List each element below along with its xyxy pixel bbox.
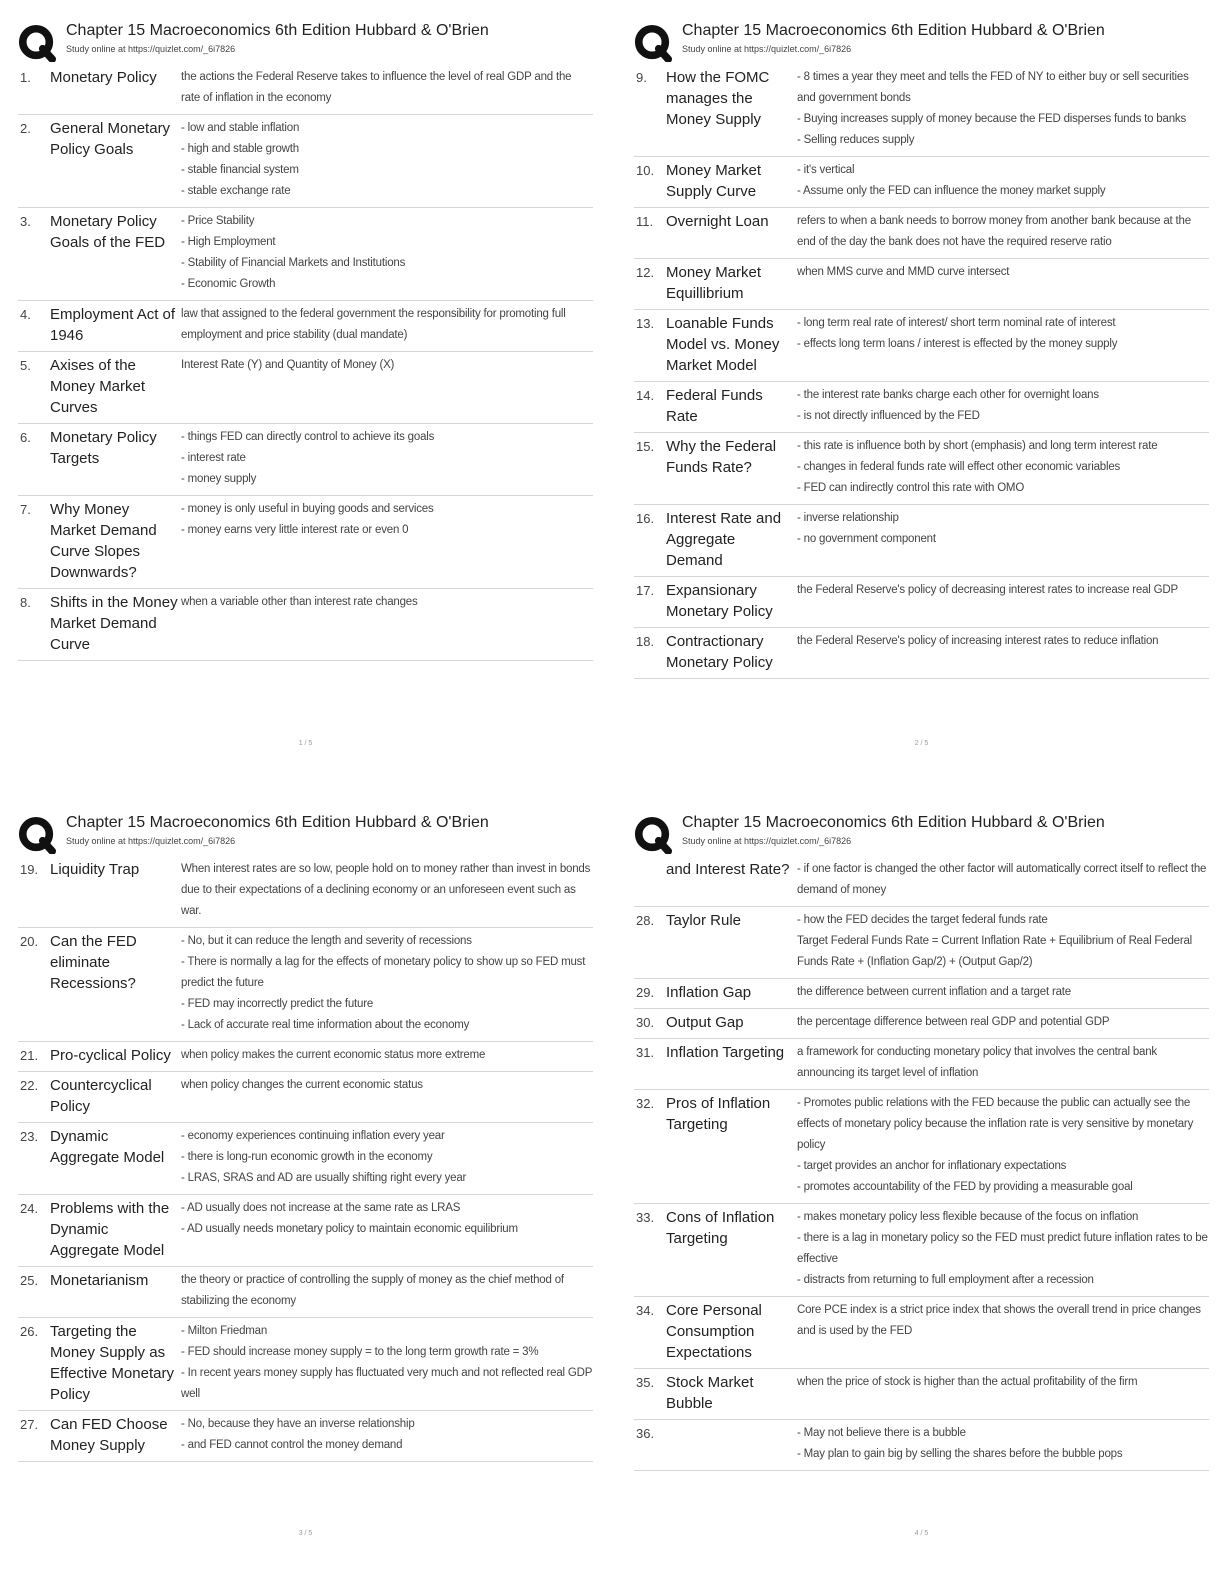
card-term: Employment Act of 1946 [50,306,176,344]
card-number: 18. [636,634,655,649]
page-3 [18,810,593,1570]
document-title: Chapter 15 Macroeconomics 6th Edition Hubbard & O'Brien [66,814,489,831]
card-term: Contractionary Monetary Policy [666,633,773,671]
flashcard-row [18,1411,593,1462]
card-number [634,859,666,901]
card-number: 32. [636,1096,655,1111]
card-definition: - Milton Friedman - FED should increase money supply = to the long term growth rate = 3% - In recent years money supply has fluctuated very much and not reflected real GDP well [181,1325,593,1400]
card-definition: when a variable other than interest rate changes [181,596,418,608]
flashcard-row [18,115,593,208]
flashcard-row [634,382,1209,433]
card-definition: - AD usually does not increase at the same rate as LRAS - AD usually needs monetary policy to maintain economic equilibrium [181,1202,518,1235]
card-term: How the FOMC manages the Money Supply [666,69,770,128]
card-term: Axises of the Money Market Curves [50,357,146,416]
card-number: 8. [20,595,31,610]
card-number: 26. [20,1324,39,1339]
card-number: 9. [636,70,647,85]
card-term: Liquidity Trap [50,861,140,878]
card-term: Monetary Policy [50,69,157,86]
card-term: Core Personal Consumption Expectations [666,1302,762,1361]
study-link[interactable]: Study online at https://quizlet.com/_6i7826 [682,836,852,846]
card-number: 6. [20,430,31,445]
flashcard-row [18,589,593,661]
card-definition: the percentage difference between real GDP and potential GDP [797,1016,1110,1028]
card-term: Expansionary Monetary Policy [666,582,773,620]
card-term: Can FED Choose Money Supply [50,1416,168,1454]
card-term: Stock Market Bubble [666,1374,754,1412]
card-definition: - if one factor is changed the other factor will automatically correct itself to reflect the demand of money [797,863,1207,896]
card-term: General Monetary Policy Goals [50,120,171,158]
flashcard-row [634,856,1209,907]
card-term: Overnight Loan [666,213,769,230]
card-number: 28. [636,913,655,928]
card-definition: - money is only useful in buying goods and services - money earns very little interest rate or even 0 [181,503,434,536]
card-number: 15. [636,439,655,454]
card-term [666,1423,797,1465]
flashcard-row [18,1042,593,1072]
card-term: Money Market Supply Curve [666,162,762,200]
flashcard-row [18,424,593,496]
flashcard-row [634,1039,1209,1090]
card-number: 16. [636,511,655,526]
flashcard-row [634,1009,1209,1039]
flashcard-row [18,1072,593,1123]
page-2 [634,18,1209,778]
page-number: 4 / 5 [914,1530,929,1537]
card-number: 12. [636,265,655,280]
card-term: Why the Federal Funds Rate? [666,438,777,476]
card-number: 11. [636,214,654,229]
card-definition: - this rate is influence both by short (emphasis) and long term interest rate - changes in federal funds rate will effect other economic variables - FED can indirectly control this rate with OMO [797,440,1158,494]
card-definition: - how the FED decides the target federal funds rate Target Federal Funds Rate = Current Inflation Rate + Equilibrium of Real Federal Funds Rate + (Inflation Gap/2) + (Output Gap/2) [797,914,1193,968]
card-number: 17. [636,583,655,598]
card-definition: when the price of stock is higher than the actual profitability of the firm [797,1376,1138,1388]
card-number: 22. [20,1078,39,1093]
card-number: 7. [20,502,31,517]
card-definition: - low and stable inflation - high and stable growth - stable financial system - stable exchange rate [181,122,300,197]
page-header [18,18,593,64]
card-definition: when policy makes the current economic status more extreme [181,1049,486,1061]
card-definition: refers to when a bank needs to borrow money from another bank because at the end of the day the bank does not have the required reserve ratio [797,215,1191,248]
card-definition: a framework for conducting monetary policy that involves the central bank announcing its target level of inflation [797,1046,1157,1079]
flashcard-row [634,1297,1209,1369]
card-number: 10. [636,163,655,178]
card-term: Output Gap [666,1014,744,1031]
page-header [18,810,593,856]
card-definition: - inverse relationship - no government component [797,512,936,545]
card-number: 36. [636,1426,655,1441]
card-term: Monetarianism [50,1272,149,1289]
card-definition: When interest rates are so low, people hold on to money rather than invest in bonds due to their expectations of a declining economy or an unforeseen event such as war. [181,863,591,917]
flashcard-row [18,856,593,928]
page-number: 1 / 5 [298,740,313,747]
card-number: 21. [20,1048,39,1063]
card-definition: - No, but it can reduce the length and severity of recessions - There is normally a lag for the effects of monetary policy to show up so FED must predict the future - FED may incorrectly predict the future - Lack of accurate real time information about the economy [181,935,586,1031]
flashcard-row [634,433,1209,505]
flashcard-row [634,1204,1209,1297]
card-term: Why Money Market Demand Curve Slopes Downwards? [50,501,157,581]
document-title: Chapter 15 Macroeconomics 6th Edition Hubbard & O'Brien [682,22,1105,39]
card-definition: Interest Rate (Y) and Quantity of Money (X) [181,359,395,371]
flashcard-row [634,577,1209,628]
study-link[interactable]: Study online at https://quizlet.com/_6i7826 [682,44,852,54]
flashcard-list [18,64,593,661]
page-4 [634,810,1209,1570]
flashcard-row [634,310,1209,382]
card-term: Problems with the Dynamic Aggregate Model [50,1200,170,1259]
quizlet-logo-icon [18,24,56,62]
card-definition: when MMS curve and MMD curve intersect [797,266,1010,278]
flashcard-row [634,259,1209,310]
card-number: 3. [20,214,31,229]
card-term: and Interest Rate? [666,861,790,878]
card-definition: the difference between current inflation and a target rate [797,986,1071,998]
card-definition: - 8 times a year they meet and tells the FED of NY to either buy or sell securities and government bonds - Buying increases supply of money because the FED disperses funds to banks - Selling reduces supply [797,71,1189,146]
flashcard-row [634,64,1209,157]
flashcard-row [634,1420,1209,1471]
flashcard-list [634,856,1209,1471]
card-number: 34. [636,1303,655,1318]
card-number: 30. [636,1015,655,1030]
card-term: Taylor Rule [666,912,742,929]
card-term: Pros of Inflation Targeting [666,1095,771,1133]
card-definition: the Federal Reserve's policy of decreasing interest rates to increase real GDP [797,584,1178,596]
quizlet-logo-icon [634,24,672,62]
card-definition: the actions the Federal Reserve takes to influence the level of real GDP and the rate of inflation in the economy [181,71,572,104]
card-number: 4. [20,307,31,322]
flashcard-row [634,907,1209,979]
flashcard-row [634,628,1209,679]
card-term: Inflation Gap [666,984,752,1001]
flashcard-row [634,157,1209,208]
card-number: 24. [20,1201,39,1216]
card-term: Inflation Targeting [666,1044,785,1061]
card-definition: when policy changes the current economic status [181,1079,423,1091]
card-definition: - Price Stability - High Employment - Stability of Financial Markets and Institutions - Economic Growth [181,215,406,290]
flashcard-row [634,1369,1209,1420]
card-number: 13. [636,316,655,331]
flashcard-row [634,505,1209,577]
study-link[interactable]: Study online at https://quizlet.com/_6i7826 [66,836,236,846]
flashcard-row [634,208,1209,259]
card-definition: law that assigned to the federal government the responsibility for promoting full employment and price stability (dual mandate) [181,308,566,341]
page-header [634,18,1209,64]
flashcard-row [18,1123,593,1195]
document-title: Chapter 15 Macroeconomics 6th Edition Hubbard & O'Brien [66,22,489,39]
card-definition: - it's vertical - Assume only the FED can influence the money market supply [797,164,1106,197]
card-term: Federal Funds Rate [666,387,763,425]
card-definition: - No, because they have an inverse relationship - and FED cannot control the money demand [181,1418,415,1451]
page-header [634,810,1209,856]
card-definition: - May not believe there is a bubble - May plan to gain big by selling the shares before the bubble pops [797,1427,1123,1460]
card-definition: Core PCE index is a strict price index that shows the overall trend in price changes and is used by the FED [797,1304,1201,1337]
card-definition: the Federal Reserve's policy of increasing interest rates to reduce inflation [797,635,1159,647]
card-number: 29. [636,985,655,1000]
flashcard-row [18,1195,593,1267]
card-definition: - Promotes public relations with the FED because the public can actually see the effects of monetary policy because the inflation rate is very sensitive by monetary policy - target provides an anchor for inflationary expectations - promotes accountability of the FED by providing a measurable goal [797,1097,1194,1193]
flashcard-row [18,496,593,589]
card-term: Shifts in the Money Market Demand Curve [50,594,178,653]
flashcard-list [18,856,593,1462]
card-number: 35. [636,1375,655,1390]
card-definition: - economy experiences continuing inflation every year - there is long-run economic growth in the economy - LRAS, SRAS and AD are usually shifting right every year [181,1130,467,1184]
flashcard-list [634,64,1209,679]
flashcard-row [18,64,593,115]
card-term: Dynamic Aggregate Model [50,1128,165,1166]
card-definition: - things FED can directly control to achieve its goals - interest rate - money supply [181,431,435,485]
card-term: Countercyclical Policy [50,1077,152,1115]
card-term: Pro-cyclical Policy [50,1047,171,1064]
card-number: 2. [20,121,31,136]
card-term: Interest Rate and Aggregate Demand [666,510,782,569]
document-title: Chapter 15 Macroeconomics 6th Edition Hubbard & O'Brien [682,814,1105,831]
card-number: 27. [20,1417,39,1432]
flashcard-row [18,208,593,301]
card-term: Can the FED eliminate Recessions? [50,933,137,992]
page-number: 2 / 5 [914,740,929,747]
card-definition: - long term real rate of interest/ short term nominal rate of interest - effects long term loans / interest is effected by the money supply [797,317,1118,350]
card-term: Loanable Funds Model vs. Money Market Model [666,315,780,374]
card-number: 20. [20,934,39,949]
card-number: 25. [20,1273,39,1288]
card-number: 31. [636,1045,655,1060]
card-number: 5. [20,358,31,373]
flashcard-row [634,1090,1209,1204]
card-definition: - makes monetary policy less flexible because of the focus on inflation - there is a lag in monetary policy so the FED must predict future inflation rates to be effective - distracts from returning to full employment after a recession [797,1211,1208,1286]
flashcard-row [18,928,593,1042]
card-number: 1. [20,70,31,85]
card-definition: - the interest rate banks charge each other for overnight loans - is not directly influenced by the FED [797,389,1099,422]
flashcard-row [18,1267,593,1318]
flashcard-row [18,301,593,352]
card-term: Money Market Equillibrium [666,264,762,302]
flashcard-row [18,352,593,424]
card-number: 23. [20,1129,39,1144]
page-1 [18,18,593,778]
card-number: 19. [20,862,39,877]
card-term: Monetary Policy Targets [50,429,157,467]
quizlet-logo-icon [18,816,56,854]
card-term: Targeting the Money Supply as Effective Monetary Policy [50,1323,174,1403]
card-definition: the theory or practice of controlling the supply of money as the chief method of stabilizing the economy [181,1274,564,1307]
page-number: 3 / 5 [298,1530,313,1537]
study-link[interactable]: Study online at https://quizlet.com/_6i7826 [66,44,236,54]
card-number: 14. [636,388,655,403]
card-term: Monetary Policy Goals of the FED [50,213,166,251]
card-term: Cons of Inflation Targeting [666,1209,775,1247]
flashcard-row [18,1318,593,1411]
flashcard-row [634,979,1209,1009]
card-number: 33. [636,1210,655,1225]
quizlet-logo-icon [634,816,672,854]
